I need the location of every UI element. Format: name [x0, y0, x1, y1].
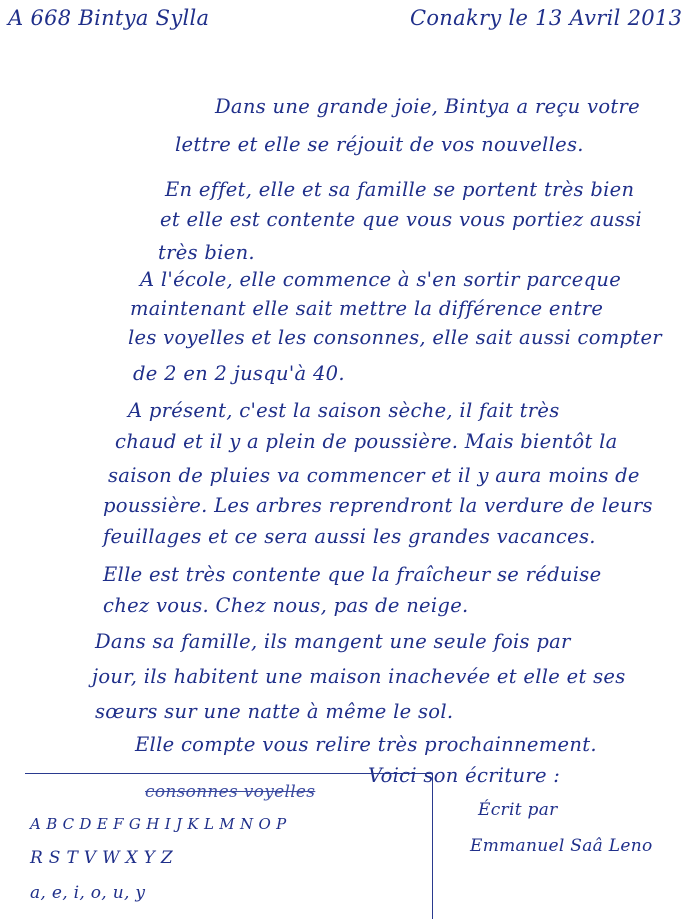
sample-row-uppercase: A B C D E F G H I J K L M N O P — [30, 815, 287, 833]
letter-line: Elle est très contente que la fraîcheur se réduise — [103, 563, 602, 586]
letter-line: maintenant elle sait mettre la différence entre — [130, 297, 604, 320]
letter-line: les voyelles et les consonnes, elle sait aussi compter — [128, 326, 662, 349]
letter-line: saison de pluies va commencer et il y aura moins de — [108, 464, 640, 487]
letter-line: très bien. — [158, 241, 255, 264]
letter-line: Dans une grande joie, Bintya a reçu votre — [215, 95, 640, 118]
writer-name: Emmanuel Saâ Leno — [470, 836, 653, 856]
letter-line: feuillages et ce sera aussi les grandes vacances. — [103, 525, 596, 548]
written-by-label: Écrit par — [478, 800, 558, 820]
sample-row-vowels: a, e, i, o, u, y — [30, 883, 146, 903]
sample-heading: consonnes voyelles — [145, 782, 316, 802]
letter-line: lettre et elle se réjouit de vos nouvelles. — [175, 133, 584, 156]
place-and-date: Conakry le 13 Avril 2013 — [410, 6, 683, 30]
letter-line: poussière. Les arbres reprendront la verdure de leurs — [103, 494, 653, 517]
sponsor-child-id: A 668 Bintya Sylla — [8, 6, 210, 30]
letter-line: et elle est contente que vous vous portiez aussi — [160, 208, 642, 231]
sample-row-consonants: R S T V W X Y Z — [30, 848, 173, 868]
letter-line: A l'école, elle commence à s'en sortir parceque — [140, 268, 622, 291]
letter-line: A présent, c'est la saison sèche, il fait très — [128, 399, 560, 422]
letter-line: Elle compte vous relire très prochainnement. — [135, 733, 597, 756]
letter-line: Dans sa famille, ils mangent une seule fois par — [95, 630, 571, 653]
sample-box-right-border — [432, 773, 433, 919]
letter-line: En effet, elle et sa famille se portent très bien — [165, 178, 635, 201]
letter-line: jour, ils habitent une maison inachevée et elle et ses — [92, 665, 626, 688]
letter-line: de 2 en 2 jusqu'à 40. — [133, 362, 345, 385]
letter-line: sœurs sur une natte à même le sol. — [95, 700, 454, 723]
letter-line: Voici son écriture : — [368, 764, 561, 787]
letter-line: chez vous. Chez nous, pas de neige. — [103, 594, 469, 617]
letter-line: chaud et il y a plein de poussière. Mais bientôt la — [115, 430, 618, 453]
sample-box-top-border — [25, 773, 433, 774]
